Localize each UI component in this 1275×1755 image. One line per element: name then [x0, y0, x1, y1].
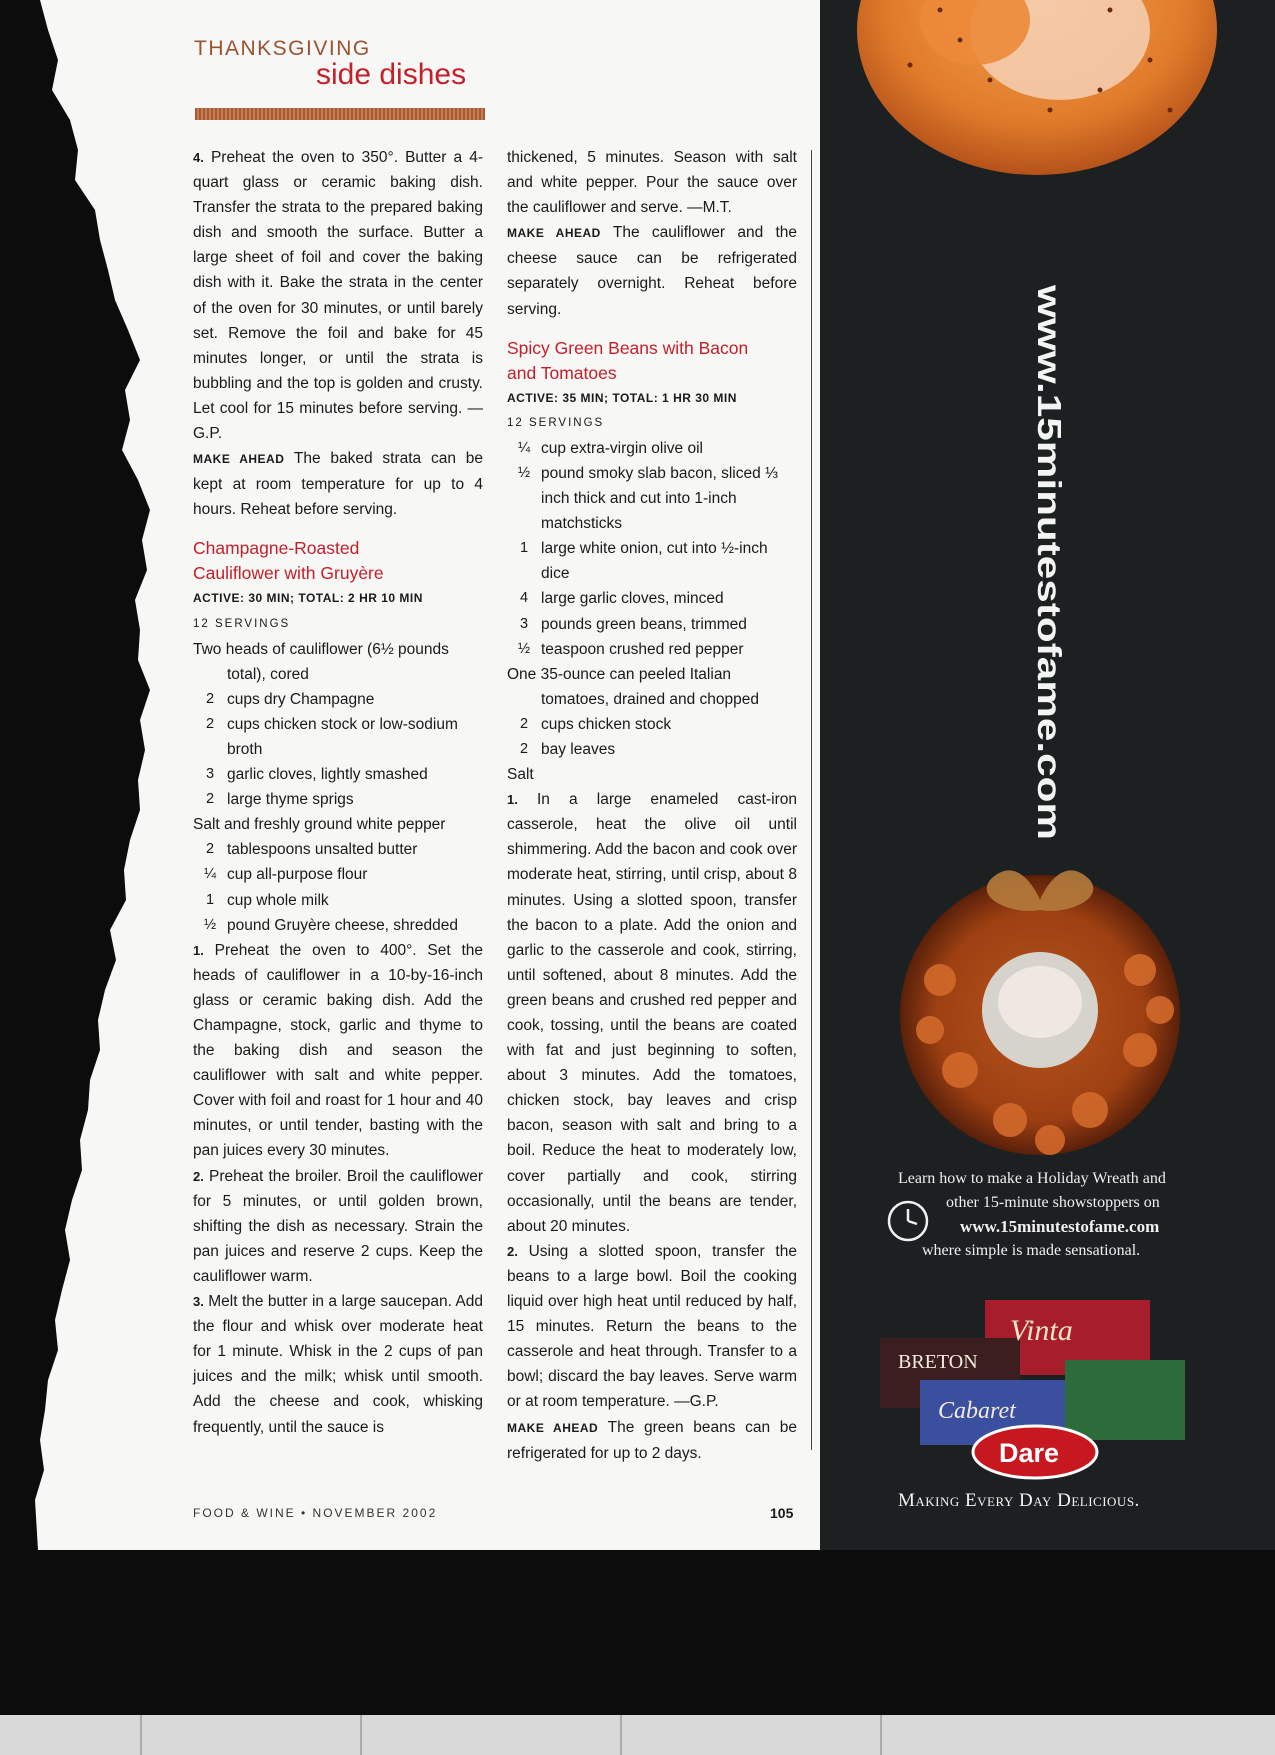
- ingredient-item: [193, 888, 483, 913]
- ingredient-text: cups chicken stock: [541, 715, 672, 733]
- make-ahead-label: MAKE AHEAD: [507, 1420, 599, 1435]
- make-ahead-text: The cauliflower and the cheese sauce can be refrigerated separately overnight. Reheat before serving.: [507, 224, 798, 318]
- ingredient-qty: 4: [519, 590, 529, 607]
- recipe-title: [193, 536, 483, 586]
- scanner-stripe: [360, 1715, 362, 1755]
- ingredient-item: [193, 862, 483, 887]
- recipe-title: [507, 336, 797, 386]
- holiday-wreath-image: [890, 840, 1190, 1160]
- ingredient-item: [193, 762, 483, 787]
- section-title: side dishes: [316, 58, 467, 91]
- make-ahead-text: The green beans can be refrigerated for up to 2 days.: [507, 1418, 798, 1462]
- ingredient-text: Salt: [507, 766, 534, 784]
- step-number: 3.: [193, 1294, 204, 1310]
- ingredient-item: [193, 787, 483, 812]
- ad-url-link[interactable]: www.15minutestofame.com: [960, 1217, 1160, 1236]
- ingredient-text: One 35-ounce can peeled Italian tomatoes, drained and chopped: [507, 665, 760, 708]
- vertical-url: [1020, 285, 1090, 845]
- make-ahead-label: MAKE AHEAD: [193, 452, 285, 467]
- recipe-step: [507, 787, 797, 1239]
- ingredient-item: [507, 637, 797, 662]
- scanner-bed-strip: [0, 1715, 1275, 1755]
- ingredient-qty: 2: [205, 715, 215, 732]
- ingredient-qty: ¼: [517, 439, 531, 456]
- ingredient-text: cups chicken stock or low-sodium broth: [227, 715, 458, 758]
- ingredient-qty: ¼: [203, 866, 217, 883]
- ingredient-qty: 2: [205, 841, 215, 858]
- brand-breton: BRETON: [898, 1351, 978, 1373]
- ad-tagline: Making Every Day Delicious.: [898, 1490, 1140, 1511]
- ad-copy-line: other 15-minute showstoppers on: [946, 1194, 1160, 1211]
- header-rule: [195, 108, 485, 120]
- step-text: Using a slotted spoon, transfer the beans to a large bowl. Boil the cooking liquid over high heat until reduced by half, 15 minutes. Return the beans to the casserole and heat through. Transfer to a bowl; discard the bay leaves. Serve warm or at room temperature. —G.P.: [507, 1242, 797, 1411]
- ingredient-qty: 3: [519, 615, 529, 632]
- ingredient-qty: 3: [205, 766, 215, 783]
- recipe-title-line: Cauliflower with Gruyère: [193, 563, 384, 584]
- step-text: Preheat the oven to 400°. Set the heads of cauliflower in a 10-by-16-inch glass or ceramic baking dish. Add the Champagne, stock, garlic and thyme to the baking dish and season the cauliflower with salt and white pepper. Cover with foil and roast for 1 hour and 40 minutes, or until tender, basting with the pan juices every 30 minutes.: [193, 941, 484, 1160]
- ingredient-qty: ½: [203, 916, 217, 933]
- make-ahead-note: [507, 220, 797, 321]
- ingredient-item: [507, 436, 797, 461]
- ingredient-text: garlic cloves, lightly smashed: [227, 766, 428, 784]
- make-ahead-text: The baked strata can be kept at room temperature for up to 4 hours. Reheat before serving.: [193, 450, 483, 519]
- step-number: 1.: [507, 792, 518, 808]
- step-text: Melt the butter in a large saucepan. Add the flour and whisk over moderate heat for 1 minute. Whisk in the 2 cups of pan juices and the milk; whisk until smooth. Add the cheese and cook, whisking frequently, until the sauce is: [193, 1293, 484, 1436]
- step-number: 4.: [193, 150, 204, 165]
- column-divider: [811, 150, 812, 1450]
- left-column: [193, 145, 483, 1440]
- ingredient-item: [507, 586, 797, 611]
- ingredient-qty: 2: [519, 740, 529, 757]
- step-4: [193, 145, 483, 446]
- recipe-time: ACTIVE: 30 MIN; TOTAL: 2 HR 10 MIN: [193, 591, 423, 606]
- section-kicker: THANKSGIVING: [194, 37, 371, 60]
- ingredient-item: [507, 662, 797, 712]
- ingredient-item: [193, 837, 483, 862]
- step-number: 2.: [193, 1168, 204, 1184]
- continued-text: thickened, 5 minutes. Season with salt and white pepper. Pour the sauce over the cauliflower and serve. —M.T.: [507, 149, 797, 217]
- ingredient-text: large garlic cloves, minced: [541, 590, 724, 608]
- ingredient-text: cup extra-virgin olive oil: [541, 439, 703, 457]
- step-text: In a large enameled cast-iron casserole, heat the olive oil until shimmering. Add the bacon and cook over moderate heat, stirring, until crisp, about 8 minutes. Using a slotted spoon, transfer the bacon to a plate. Add the onion and garlic to the casserole and cook, stirring, until softened, about 8 minutes. Add the green beans and crushed red pepper and cook, tossing, until the beans are coated with fat and just beginning to soften, about 3 minutes. Add the tomatoes, chicken stock, bay leaves and crisp bacon, season with salt and bring to a boil. Reduce the heat to moderately low, cover partially and cook, stirring occasionally, until the beans are tender, about 20 minutes.: [507, 791, 797, 1235]
- magazine-footer: FOOD & WINE • NOVEMBER 2002: [193, 1506, 438, 1520]
- ingredient-text: cup all-purpose flour: [227, 866, 368, 884]
- ingredient-item: [507, 536, 797, 586]
- clock-icon: [885, 1198, 931, 1244]
- ingredient-list: [507, 436, 797, 787]
- make-ahead-note: [507, 1415, 797, 1466]
- recipe-step: [193, 938, 483, 1164]
- ad-copy-line: where simple is made sensational.: [922, 1242, 1141, 1259]
- ingredient-item: [507, 461, 797, 536]
- recipe-step: [193, 1289, 483, 1440]
- scanner-stripe: [620, 1715, 622, 1755]
- ingredient-text: Salt and freshly ground white pepper: [193, 816, 446, 834]
- ingredient-qty: 2: [205, 791, 215, 808]
- ingredient-text: Two heads of cauliflower (6½ pounds total), cored: [193, 640, 449, 683]
- ingredient-qty: ½: [517, 640, 531, 657]
- step-text: Preheat the oven to 350°. Butter a 4-quart glass or ceramic baking dish. Transfer the strata to the prepared baking dish and smooth the surface. Butter a large sheet of foil and cover the baking dish with it. Bake the strata in the center of the oven for 30 minutes, or until barely set. Remove the foil and bake for 45 minutes longer, or until the strata is bubbling and the top is golden and crusty. Let cool for 15 minutes before serving. —G.P.: [193, 149, 484, 443]
- recipe-servings: 12 SERVINGS: [193, 617, 291, 630]
- scanner-stripe: [880, 1715, 882, 1755]
- recipe-title-line: Champagne-Roasted: [193, 538, 360, 559]
- ingredient-item: [193, 913, 483, 938]
- product-boxes: [880, 1300, 1190, 1480]
- recipe-time: ACTIVE: 35 MIN; TOTAL: 1 HR 30 MIN: [507, 390, 737, 405]
- ingredient-item: [507, 737, 797, 762]
- ingredient-text: pound Gruyère cheese, shredded: [227, 916, 458, 934]
- ingredient-item: [193, 712, 483, 762]
- ingredient-text: large thyme sprigs: [227, 791, 354, 809]
- ingredient-qty: ½: [517, 464, 531, 481]
- make-ahead-note: [193, 446, 483, 522]
- step-number: 1.: [193, 942, 204, 958]
- ingredient-qty: 2: [519, 715, 529, 732]
- ingredient-list: [193, 637, 483, 938]
- ingredient-text: pound smoky slab bacon, sliced ⅓ inch thick and cut into 1-inch matchsticks: [541, 464, 778, 533]
- brand-cabaret: Cabaret: [938, 1398, 1016, 1424]
- ingredient-item: [507, 712, 797, 737]
- ad-copy-line: Learn how to make a Holiday Wreath and: [898, 1170, 1166, 1187]
- recipe-title-line: and Tomatoes: [507, 362, 617, 383]
- ingredient-item: [193, 637, 483, 687]
- ingredient-text: cup whole milk: [227, 891, 329, 909]
- cracker-image: [850, 0, 1225, 175]
- ingredient-text: cups dry Champagne: [227, 690, 375, 708]
- step-number: 2.: [507, 1243, 518, 1259]
- ingredient-text: bay leaves: [541, 740, 616, 758]
- recipe-servings: 12 SERVINGS: [507, 416, 605, 429]
- ingredient-text: pounds green beans, trimmed: [541, 615, 747, 633]
- ingredient-item: [507, 612, 797, 637]
- ingredient-text: teaspoon crushed red pepper: [541, 640, 744, 658]
- torn-edge: [0, 0, 200, 1550]
- make-ahead-label: MAKE AHEAD: [507, 226, 601, 241]
- brand-dare: Dare: [999, 1438, 1060, 1468]
- ingredient-item: [193, 812, 483, 837]
- recipe-step: [507, 1239, 797, 1415]
- ingredient-qty: 1: [519, 540, 529, 557]
- ingredient-qty: 1: [205, 891, 215, 908]
- ingredient-item: [193, 687, 483, 712]
- ingredient-text: tablespoons unsalted butter: [227, 841, 418, 859]
- scanner-stripe: [140, 1715, 142, 1755]
- vertical-url-text: www.15minutestofame.com: [1031, 285, 1068, 719]
- ingredient-item: [507, 762, 797, 787]
- brand-vinta: Vinta: [1010, 1314, 1073, 1347]
- ingredient-text: large white onion, cut into ½-inch dice: [541, 540, 768, 583]
- right-column: [507, 145, 797, 1466]
- recipe-title-line: Spicy Green Beans with Bacon: [507, 337, 749, 358]
- ingredient-qty: 2: [205, 690, 215, 707]
- page-number: 105: [770, 1505, 794, 1521]
- step-text: Preheat the broiler. Broil the cauliflower for 5 minutes, or until golden brown, shifting the dish as necessary. Strain the pan juices and reserve 2 cups. Keep the cauliflower warm.: [193, 1167, 483, 1285]
- recipe-step: [193, 1164, 483, 1289]
